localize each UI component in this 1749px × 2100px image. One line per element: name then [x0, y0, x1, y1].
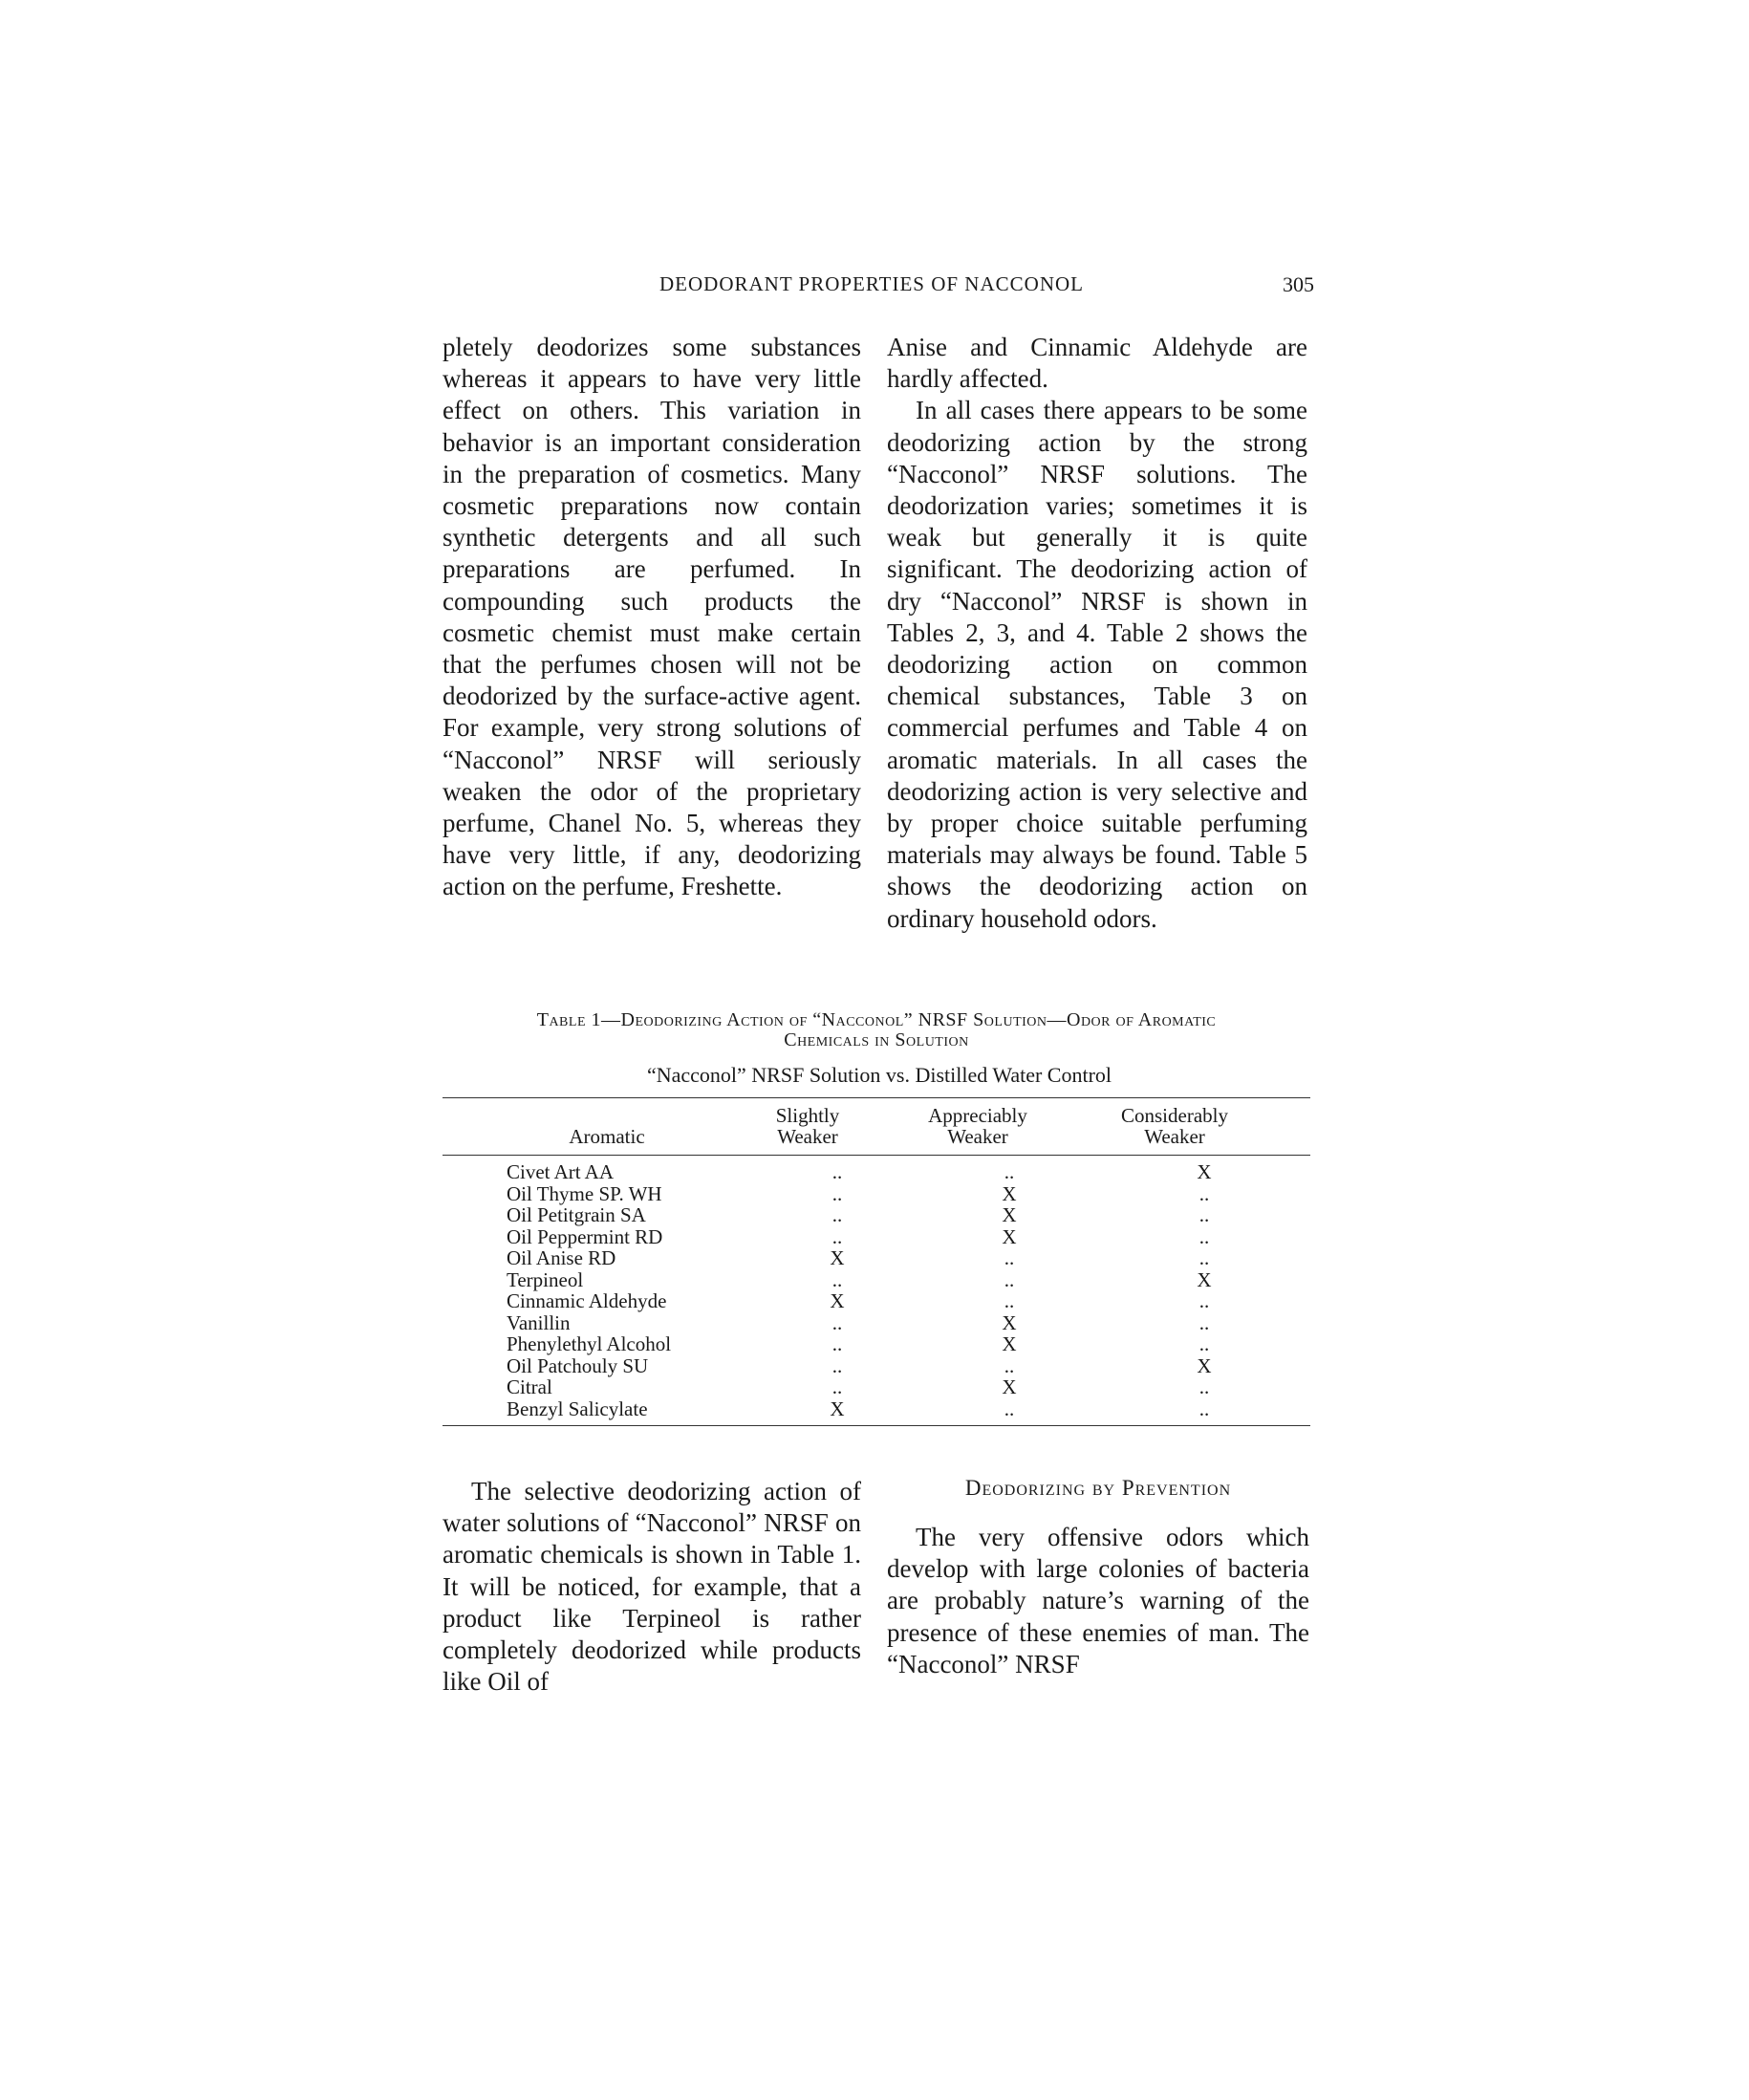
- column-header-slightly-weaker: [726, 1105, 889, 1147]
- table-bottom-rule: [443, 1425, 1310, 1426]
- table-row: [507, 1161, 1233, 1183]
- slightly-weaker-cell: ..: [831, 1224, 843, 1248]
- table-row: [507, 1312, 1233, 1334]
- considerably-weaker-cell: ..: [1198, 1332, 1210, 1355]
- aromatic-name: Civet Art AA: [507, 1160, 615, 1183]
- slightly-weaker-cell: ..: [831, 1181, 843, 1205]
- aromatic-name: Oil Anise RD: [507, 1246, 616, 1269]
- appreciably-weaker-cell: X: [1002, 1181, 1017, 1205]
- table-row: [507, 1226, 1233, 1248]
- left-column-top: [443, 332, 861, 903]
- aromatic-name: Oil Thyme SP. WH: [507, 1181, 662, 1205]
- slightly-weaker-cell: X: [830, 1396, 845, 1420]
- section-heading: Deodorizing by Prevention: [964, 1476, 1232, 1500]
- column-header-aromatic: Aromatic: [569, 1125, 645, 1148]
- aromatic-name: Vanillin: [507, 1310, 571, 1334]
- table-header-rule: [443, 1155, 1310, 1156]
- appreciably-weaker-cell: ..: [1004, 1396, 1015, 1420]
- right-column-top: [887, 332, 1307, 935]
- aromatic-name: Terpineol: [507, 1267, 584, 1291]
- page-number: 305: [1283, 272, 1314, 296]
- considerably-weaker-cell: ..: [1198, 1224, 1210, 1248]
- column-header-appreciably-weaker: [896, 1105, 1059, 1147]
- appreciably-weaker-cell: ..: [1004, 1353, 1015, 1377]
- considerably-weaker-cell: X: [1197, 1160, 1212, 1183]
- table-row: [507, 1247, 1233, 1269]
- header-line: Weaker: [777, 1125, 838, 1148]
- running-title: DEODORANT PROPERTIES OF NACCONOL: [659, 272, 1084, 295]
- slightly-weaker-cell: X: [830, 1289, 845, 1312]
- aromatic-name: Citral: [507, 1375, 552, 1398]
- appreciably-weaker-cell: ..: [1004, 1267, 1015, 1291]
- table-row: [507, 1269, 1233, 1291]
- appreciably-weaker-cell: X: [1002, 1310, 1017, 1334]
- appreciably-weaker-cell: X: [1002, 1375, 1017, 1398]
- paragraph: The very offensive odors which develop with large colonies of bacteria are probably nature’s warning of the presence of these enemies of man. The “Nacconol” NRSF: [887, 1523, 1309, 1678]
- slightly-weaker-cell: ..: [831, 1160, 843, 1183]
- paragraph: pletely deodorizes some substances whereas it appears to have very little effect on others. This variation in behavior is an important consideration in the preparation of cosmetics. Many cosmetic preparations now contain synthetic detergents and all such preparations are perfumed. In compounding such products the cosmetic chemist must make certain that the perfumes chosen will not be deodorized by the surface-active agent. For example, very strong solutions of “Nacconol” NRSF will seriously weaken the odor of the proprietary perfume, Chanel No. 5, whereas they have very little, if any, deodorizing action on the perfume, Freshette.: [443, 333, 861, 901]
- table-row: [507, 1355, 1233, 1377]
- aromatic-name: Oil Peppermint RD: [507, 1224, 663, 1248]
- appreciably-weaker-cell: ..: [1004, 1160, 1015, 1183]
- considerably-weaker-cell: ..: [1198, 1246, 1210, 1269]
- paragraph: Anise and Cinnamic Aldehyde are hardly affected.: [887, 333, 1307, 394]
- slightly-weaker-cell: ..: [831, 1332, 843, 1355]
- aromatic-name: Cinnamic Aldehyde: [507, 1289, 667, 1312]
- table-body: [507, 1161, 1233, 1419]
- header-line: Weaker: [947, 1125, 1008, 1148]
- appreciably-weaker-cell: X: [1002, 1224, 1017, 1248]
- aromatic-name: Oil Petitgrain SA: [507, 1203, 646, 1226]
- considerably-weaker-cell: X: [1197, 1353, 1212, 1377]
- considerably-weaker-cell: ..: [1198, 1375, 1210, 1398]
- slightly-weaker-cell: ..: [831, 1267, 843, 1291]
- table-row: [507, 1290, 1233, 1312]
- table-top-rule: [443, 1097, 1310, 1098]
- header-line: Appreciably: [928, 1104, 1027, 1127]
- aromatic-name: Oil Patchouly SU: [507, 1353, 649, 1377]
- left-column-bottom: [443, 1476, 861, 1698]
- appreciably-weaker-cell: X: [1002, 1332, 1017, 1355]
- table-row: [507, 1333, 1233, 1355]
- right-column-bottom: [887, 1476, 1309, 1680]
- table-row: [507, 1398, 1233, 1420]
- appreciably-weaker-cell: ..: [1004, 1289, 1015, 1312]
- considerably-weaker-cell: ..: [1198, 1289, 1210, 1312]
- table-row: [507, 1183, 1233, 1205]
- table-row: [507, 1204, 1233, 1226]
- paragraph: The selective deodorizing action of water solutions of “Nacconol” NRSF on aromatic chemicals is shown in Table 1. It will be noticed, for example, that a product like Terpineol is rather completely deodorized while products like Oil of: [443, 1477, 861, 1697]
- appreciably-weaker-cell: ..: [1004, 1246, 1015, 1269]
- table-caption-line: Table 1—Deodorizing Action of “Nacconol” NRSF Solution—Odor of Aromatic: [536, 1009, 1217, 1030]
- header-line: Slightly: [775, 1104, 840, 1127]
- table-caption-line: Chemicals in Solution: [784, 1029, 969, 1050]
- table-row: [507, 1376, 1233, 1398]
- slightly-weaker-cell: ..: [831, 1203, 843, 1226]
- aromatic-name: Phenylethyl Alcohol: [507, 1332, 672, 1355]
- considerably-weaker-cell: ..: [1198, 1203, 1210, 1226]
- slightly-weaker-cell: ..: [831, 1353, 843, 1377]
- aromatic-name: Benzyl Salicylate: [507, 1396, 648, 1420]
- slightly-weaker-cell: ..: [831, 1375, 843, 1398]
- paragraph: In all cases there appears to be some deodorizing action by the strong “Nacconol” NRSF solutions. The deodorization varies; sometimes it is weak but generally it is quite significant. The deodorizing action of dry “Nacconol” NRSF is shown in Tables 2, 3, and 4. Table 2 shows the deodorizing action on common chemical substances, Table 3 on commercial perfumes and Table 4 on aromatic materials. In all cases the deodorizing action is very selective and by proper choice suitable perfuming materials may always be found. Table 5 shows the deodorizing action on ordinary household odors.: [887, 396, 1307, 933]
- considerably-weaker-cell: ..: [1198, 1396, 1210, 1420]
- header-line: Considerably: [1121, 1104, 1228, 1127]
- table-subtitle: “Nacconol” NRSF Solution vs. Distilled Water Control: [646, 1063, 1112, 1087]
- considerably-weaker-cell: ..: [1198, 1310, 1210, 1334]
- considerably-weaker-cell: ..: [1198, 1181, 1210, 1205]
- table-caption: [443, 1010, 1310, 1050]
- header-line: Weaker: [1144, 1125, 1205, 1148]
- slightly-weaker-cell: X: [830, 1246, 845, 1269]
- slightly-weaker-cell: ..: [831, 1310, 843, 1334]
- appreciably-weaker-cell: X: [1002, 1203, 1017, 1226]
- considerably-weaker-cell: X: [1197, 1267, 1212, 1291]
- column-header-considerably-weaker: [1093, 1105, 1256, 1147]
